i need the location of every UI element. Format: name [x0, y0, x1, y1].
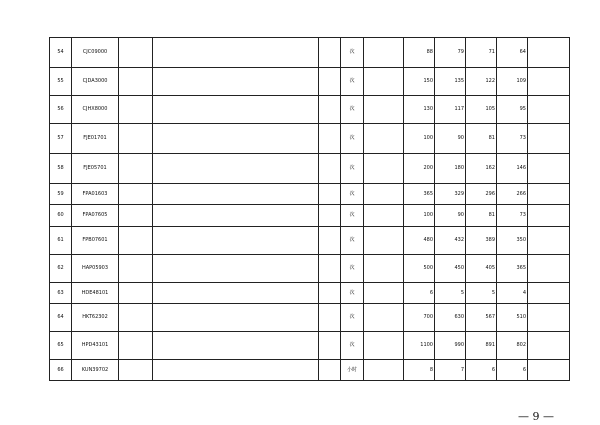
cell-notes: [364, 205, 404, 227]
table-row: [50, 304, 570, 332]
cell-notes: [364, 227, 404, 255]
cell-p3: 162: [466, 154, 497, 184]
cell-unit: 次: [341, 154, 364, 184]
cell-content: [153, 205, 319, 227]
cell-name: [119, 283, 153, 304]
cell-except: [319, 227, 341, 255]
cell-no: 55: [50, 68, 72, 96]
cell-p2: 90: [435, 205, 466, 227]
cell-code: CJDA3000: [72, 68, 119, 96]
cell-except: [319, 38, 341, 68]
table-row: [50, 283, 570, 304]
cell-content: [153, 38, 319, 68]
cell-name: [119, 184, 153, 205]
cell-p4: 350: [497, 227, 528, 255]
cell-p2: 180: [435, 154, 466, 184]
cell-except: [319, 255, 341, 283]
cell-remark: [528, 68, 570, 96]
cell-unit: 次: [341, 124, 364, 154]
cell-p1: 700: [404, 304, 435, 332]
cell-no: 56: [50, 96, 72, 124]
cell-name: [119, 332, 153, 360]
cell-unit: 次: [341, 96, 364, 124]
cell-p2: 432: [435, 227, 466, 255]
cell-content: [153, 184, 319, 205]
cell-notes: [364, 283, 404, 304]
table-row: [50, 154, 570, 184]
cell-no: 64: [50, 304, 72, 332]
cell-p3: 105: [466, 96, 497, 124]
cell-code: FPA01603: [72, 184, 119, 205]
cell-remark: [528, 255, 570, 283]
cell-code: CJC09000: [72, 38, 119, 68]
cell-p2: 90: [435, 124, 466, 154]
cell-p4: 6: [497, 360, 528, 381]
cell-p2: 117: [435, 96, 466, 124]
cell-p4: 73: [497, 205, 528, 227]
cell-content: [153, 360, 319, 381]
cell-no: 54: [50, 38, 72, 68]
cell-notes: [364, 184, 404, 205]
cell-p3: 81: [466, 124, 497, 154]
cell-code: HDE48101: [72, 283, 119, 304]
cell-p4: 109: [497, 68, 528, 96]
cell-p4: 95: [497, 96, 528, 124]
cell-except: [319, 332, 341, 360]
cell-p1: 8: [404, 360, 435, 381]
cell-p3: 71: [466, 38, 497, 68]
cell-p2: 5: [435, 283, 466, 304]
cell-no: 61: [50, 227, 72, 255]
cell-no: 59: [50, 184, 72, 205]
cell-p1: 200: [404, 154, 435, 184]
cell-notes: [364, 68, 404, 96]
cell-name: [119, 255, 153, 283]
cell-p3: 567: [466, 304, 497, 332]
cell-p1: 100: [404, 205, 435, 227]
cell-p4: 64: [497, 38, 528, 68]
cell-remark: [528, 360, 570, 381]
table-row: [50, 205, 570, 227]
price-table: [49, 37, 570, 381]
cell-unit: 次: [341, 184, 364, 205]
cell-p1: 500: [404, 255, 435, 283]
cell-except: [319, 304, 341, 332]
cell-p1: 480: [404, 227, 435, 255]
cell-p1: 150: [404, 68, 435, 96]
cell-code: FJE05701: [72, 154, 119, 184]
cell-unit: 次: [341, 227, 364, 255]
cell-content: [153, 124, 319, 154]
page-number: — 9 —: [518, 410, 554, 423]
cell-no: 63: [50, 283, 72, 304]
cell-name: [119, 304, 153, 332]
cell-code: FPA07605: [72, 205, 119, 227]
cell-name: [119, 154, 153, 184]
cell-code: FJE01701: [72, 124, 119, 154]
cell-unit: 次: [341, 304, 364, 332]
cell-name: [119, 205, 153, 227]
cell-content: [153, 283, 319, 304]
cell-remark: [528, 332, 570, 360]
cell-remark: [528, 124, 570, 154]
cell-name: [119, 124, 153, 154]
cell-p1: 6: [404, 283, 435, 304]
cell-p2: 630: [435, 304, 466, 332]
cell-code: FPB07601: [72, 227, 119, 255]
cell-p3: 6: [466, 360, 497, 381]
cell-p1: 365: [404, 184, 435, 205]
cell-notes: [364, 96, 404, 124]
cell-notes: [364, 154, 404, 184]
cell-p1: 88: [404, 38, 435, 68]
cell-no: 65: [50, 332, 72, 360]
cell-no: 58: [50, 154, 72, 184]
cell-remark: [528, 96, 570, 124]
cell-unit: 次: [341, 38, 364, 68]
cell-code: HAP05903: [72, 255, 119, 283]
cell-p1: 100: [404, 124, 435, 154]
cell-remark: [528, 283, 570, 304]
cell-notes: [364, 304, 404, 332]
cell-p3: 891: [466, 332, 497, 360]
cell-except: [319, 68, 341, 96]
table-row: [50, 68, 570, 96]
cell-content: [153, 304, 319, 332]
price-table-body: [50, 38, 570, 381]
cell-remark: [528, 227, 570, 255]
cell-code: KUN39702: [72, 360, 119, 381]
cell-except: [319, 96, 341, 124]
cell-p2: 329: [435, 184, 466, 205]
table-row: [50, 360, 570, 381]
cell-unit: 小时: [341, 360, 364, 381]
cell-remark: [528, 38, 570, 68]
cell-name: [119, 96, 153, 124]
table-row: [50, 38, 570, 68]
cell-unit: 次: [341, 332, 364, 360]
cell-remark: [528, 184, 570, 205]
cell-p2: 135: [435, 68, 466, 96]
cell-remark: [528, 304, 570, 332]
cell-notes: [364, 360, 404, 381]
cell-content: [153, 154, 319, 184]
table-row: [50, 124, 570, 154]
cell-code: CJHX8000: [72, 96, 119, 124]
cell-p3: 5: [466, 283, 497, 304]
cell-name: [119, 38, 153, 68]
cell-no: 60: [50, 205, 72, 227]
cell-except: [319, 124, 341, 154]
cell-p4: 510: [497, 304, 528, 332]
cell-name: [119, 360, 153, 381]
cell-name: [119, 227, 153, 255]
cell-p3: 405: [466, 255, 497, 283]
cell-unit: 次: [341, 205, 364, 227]
cell-p3: 122: [466, 68, 497, 96]
cell-p4: 266: [497, 184, 528, 205]
cell-code: HPD43101: [72, 332, 119, 360]
cell-p1: 130: [404, 96, 435, 124]
cell-p4: 73: [497, 124, 528, 154]
cell-p2: 990: [435, 332, 466, 360]
cell-p4: 802: [497, 332, 528, 360]
cell-content: [153, 96, 319, 124]
cell-no: 62: [50, 255, 72, 283]
cell-except: [319, 184, 341, 205]
cell-name: [119, 68, 153, 96]
cell-except: [319, 360, 341, 381]
cell-notes: [364, 38, 404, 68]
cell-p4: 146: [497, 154, 528, 184]
cell-code: HKT62302: [72, 304, 119, 332]
table-row: [50, 255, 570, 283]
table-row: [50, 227, 570, 255]
table-row: [50, 96, 570, 124]
cell-except: [319, 205, 341, 227]
cell-p3: 296: [466, 184, 497, 205]
cell-p3: 389: [466, 227, 497, 255]
cell-unit: 次: [341, 68, 364, 96]
cell-remark: [528, 205, 570, 227]
cell-no: 57: [50, 124, 72, 154]
table-row: [50, 184, 570, 205]
cell-p4: 4: [497, 283, 528, 304]
cell-content: [153, 255, 319, 283]
cell-p2: 450: [435, 255, 466, 283]
cell-p3: 81: [466, 205, 497, 227]
cell-content: [153, 227, 319, 255]
cell-p4: 365: [497, 255, 528, 283]
cell-p1: 1100: [404, 332, 435, 360]
cell-notes: [364, 332, 404, 360]
cell-p2: 7: [435, 360, 466, 381]
table-row: [50, 332, 570, 360]
cell-notes: [364, 255, 404, 283]
cell-except: [319, 154, 341, 184]
cell-unit: 次: [341, 255, 364, 283]
cell-content: [153, 68, 319, 96]
cell-no: 66: [50, 360, 72, 381]
cell-content: [153, 332, 319, 360]
cell-p2: 79: [435, 38, 466, 68]
cell-except: [319, 283, 341, 304]
cell-remark: [528, 154, 570, 184]
cell-notes: [364, 124, 404, 154]
cell-unit: 次: [341, 283, 364, 304]
